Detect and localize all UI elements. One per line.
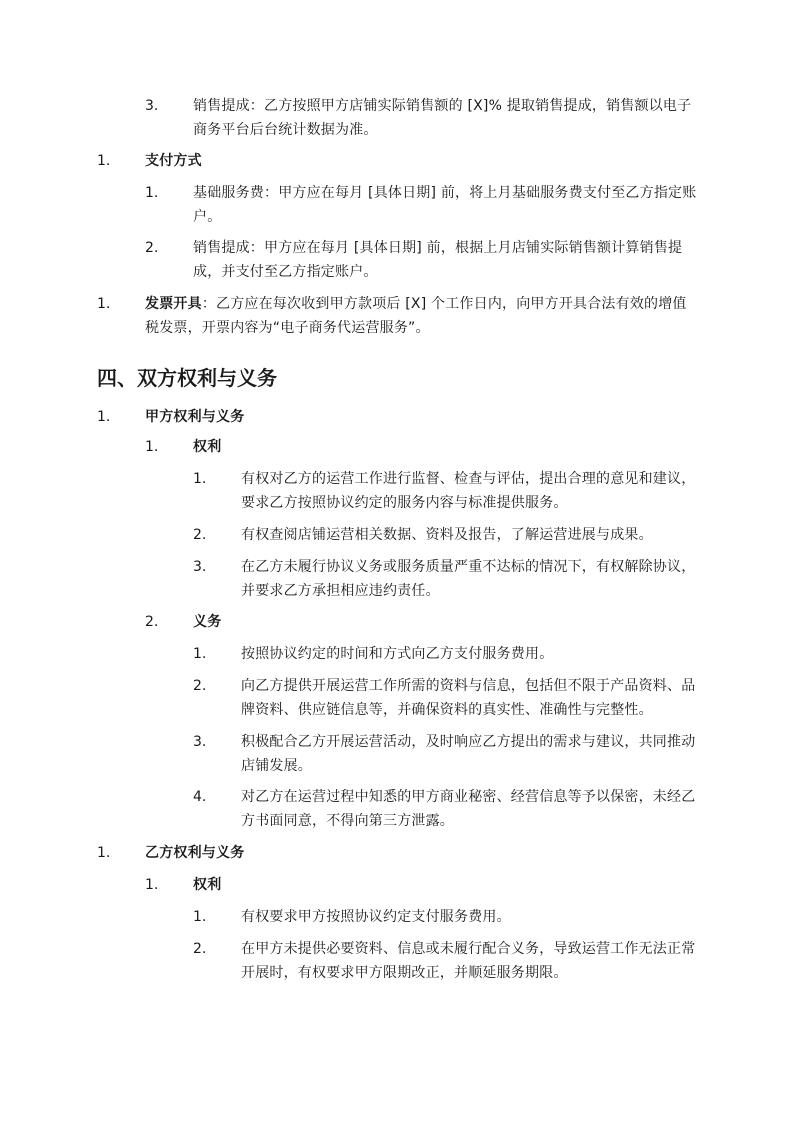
list-number: 2. <box>193 527 207 543</box>
inline-text: ：乙方应在每次收到甲方款项后 [X] 个工作日内，向甲方开具合法有效的增值税发票，开票内容为“电子商务代运营服务”。 <box>145 296 687 336</box>
list-number: 1. <box>145 185 159 201</box>
list-number: 1. <box>97 296 111 312</box>
subsection-title: 权利 <box>193 877 222 893</box>
inline-label: 发票开具 <box>145 296 202 312</box>
list-number: 1. <box>193 471 207 487</box>
list-text: 有权要求甲方按照协议约定支付服务费用。 <box>241 909 511 925</box>
list-text: 有权查阅店铺运营相关数据、资料及报告，了解运营进展与成果。 <box>241 527 653 543</box>
list-text: 在乙方未履行协议义务或服务质量严重不达标的情况下，有权解除协议，并要求乙方承担相应违约责任。 <box>241 559 696 599</box>
list-text: 销售提成：甲方应在每月 [具体日期] 前，根据上月店铺实际销售额计算销售提成，并支付至乙方指定账户。 <box>193 240 683 280</box>
list-text: 有权对乙方的运营工作进行监督、检查与评估，提出合理的意见和建议，要求乙方按照协议约定的服务内容与标准提供服务。 <box>241 471 696 511</box>
list-text: 销售提成：乙方按照甲方店铺实际销售额的 [X]% 提取销售提成，销售额以电子商务平台后台统计数据为准。 <box>193 98 692 138</box>
list-number: 4. <box>193 789 207 805</box>
list-number: 1. <box>97 845 111 861</box>
list-number: 2. <box>193 678 207 694</box>
list-text: 在甲方未提供必要资料、信息或未履行配合义务，导致运营工作无法正常开展时，有权要求甲方限期改正，并顺延服务期限。 <box>241 941 696 981</box>
list-number: 3. <box>193 734 207 750</box>
list-text: 积极配合乙方开展运营活动，及时响应乙方提出的需求与建议，共同推动店铺发展。 <box>241 734 696 774</box>
subsection-title: 甲方权利与义务 <box>145 409 245 425</box>
list-text: 按照协议约定的时间和方式向乙方支付服务费用。 <box>241 646 554 662</box>
subsection-title: 权利 <box>193 439 222 455</box>
list-number: 2. <box>193 941 207 957</box>
subsection-title: 乙方权利与义务 <box>145 845 245 861</box>
subsection-title: 义务 <box>193 614 222 630</box>
list-number: 3. <box>193 559 207 575</box>
list-number: 1. <box>145 439 159 455</box>
list-text: 对乙方在运营过程中知悉的甲方商业秘密、经营信息等予以保密，未经乙方书面同意，不得向第三方泄露。 <box>241 789 696 829</box>
list-text <box>145 292 698 340</box>
list-number: 2. <box>145 240 159 256</box>
subsection-title: 支付方式 <box>145 153 202 169</box>
list-number: 1. <box>97 153 111 169</box>
list-number: 1. <box>145 877 159 893</box>
list-number: 3. <box>145 98 159 114</box>
section-heading: 四、双方权利与义务 <box>97 366 277 390</box>
list-number: 2. <box>145 614 159 630</box>
list-number: 1. <box>193 646 207 662</box>
list-text: 向乙方提供开展运营工作所需的资料与信息，包括但不限于产品资料、品牌资料、供应链信息等，并确保资料的真实性、准确性与完整性。 <box>241 678 696 718</box>
list-number: 1. <box>193 909 207 925</box>
list-text: 基础服务费：甲方应在每月 [具体日期] 前，将上月基础服务费支付至乙方指定账户。 <box>193 185 697 225</box>
list-number: 1. <box>97 409 111 425</box>
